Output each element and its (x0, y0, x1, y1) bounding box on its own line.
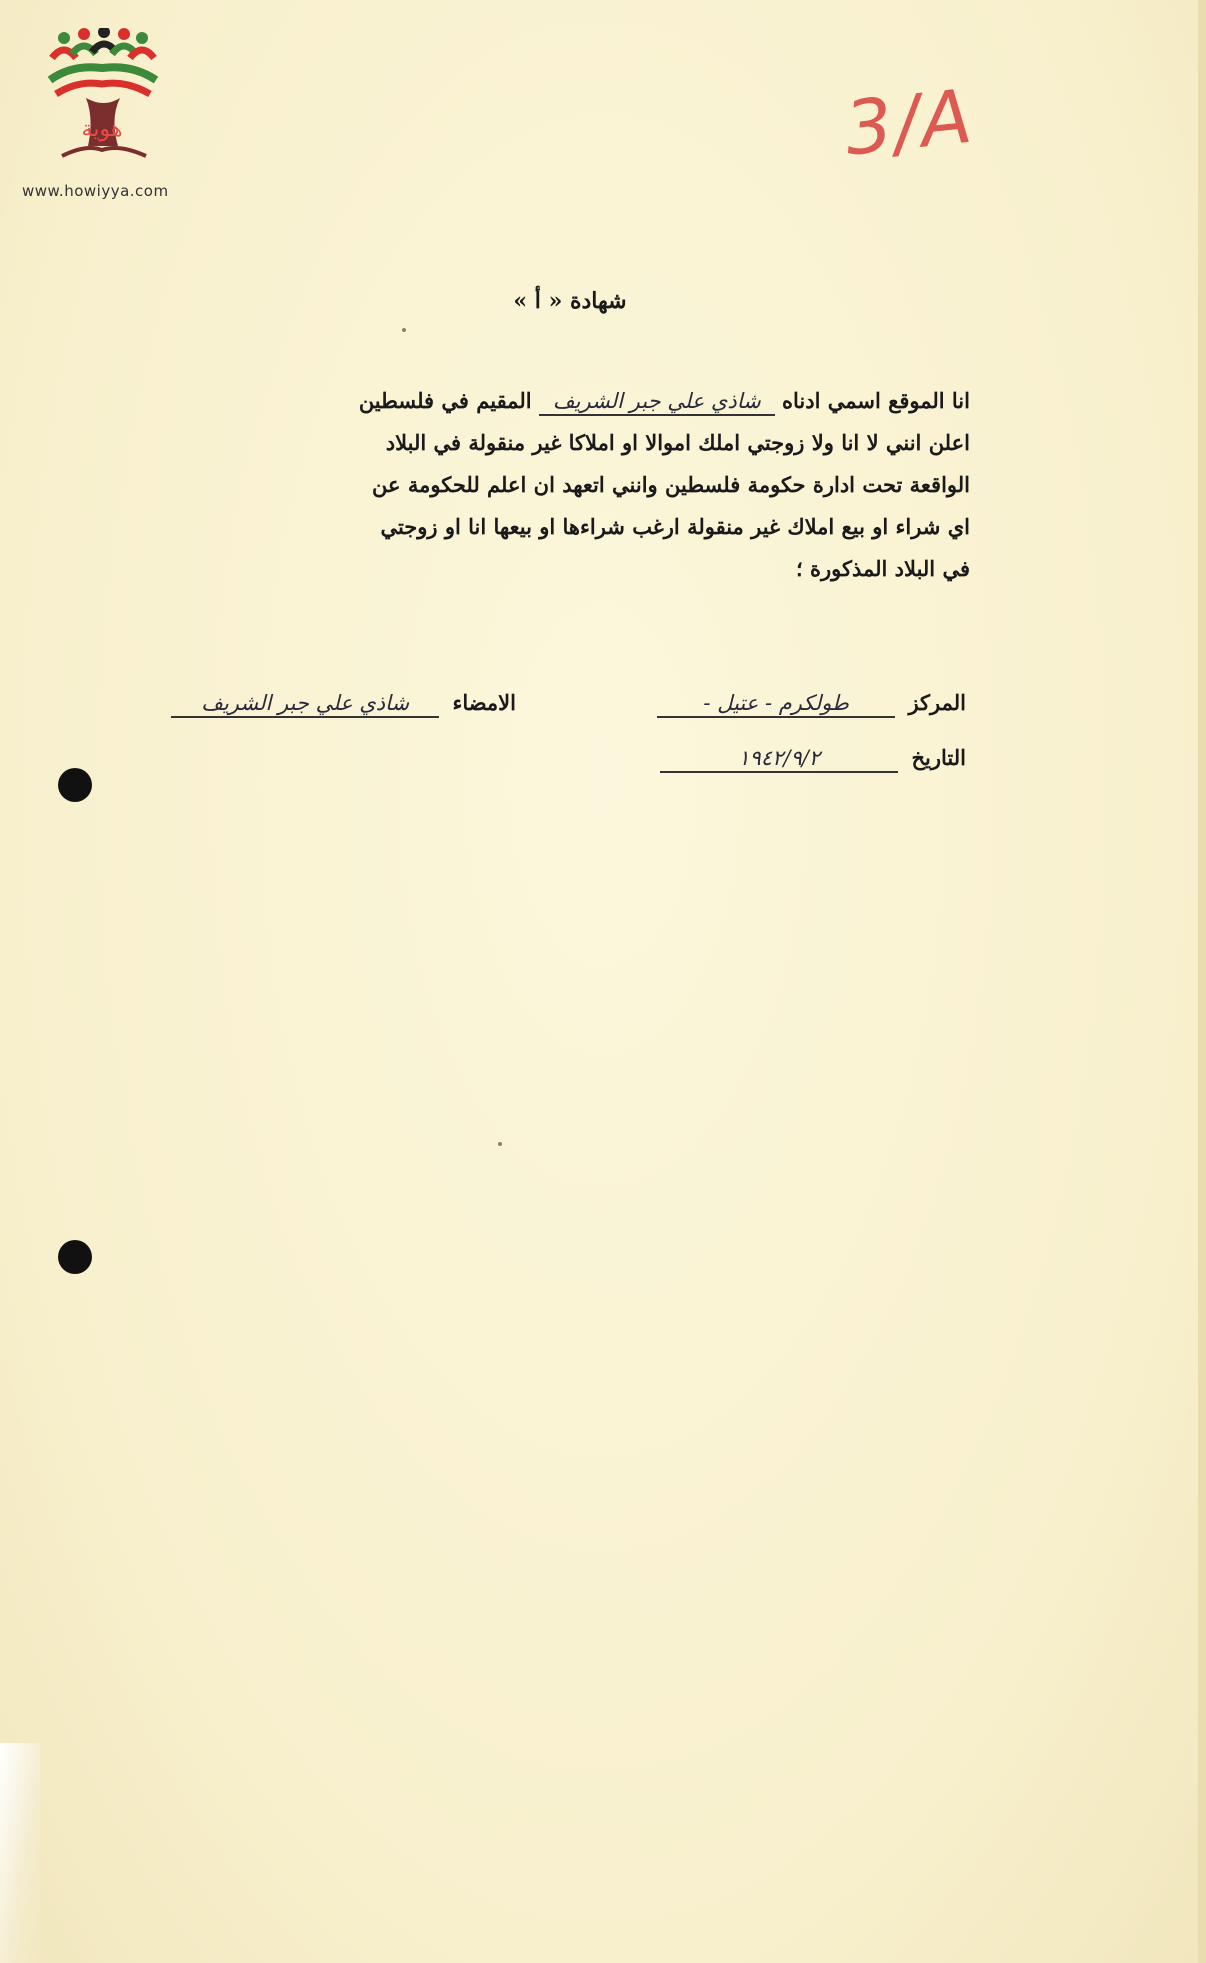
body-line-2: اعلن انني لا انا ولا زوجتي املك اموالا او املاكا غير منقولة في البلاد (385, 430, 970, 455)
howiyya-logo (22, 28, 197, 200)
body-line-1 (165, 380, 970, 422)
center-value: طولكرم - عتيل - (657, 690, 895, 718)
signature-field (171, 690, 516, 718)
body-line-3: الواقعة تحت ادارة حكومة فلسطين وانني اتعهد ان اعلم للحكومة عن (372, 472, 970, 497)
body-text-segment: انا الموقع اسمي ادناه (782, 388, 970, 413)
document-title: شهادة « أ » (513, 288, 627, 314)
archive-reference-mark: 3/A (840, 73, 978, 173)
body-text-segment: المقيم في فلسطين (358, 388, 532, 413)
torn-corner (0, 1743, 40, 1963)
body-line-4: اي شراء او بيع املاك غير منقولة ارغب شراءها او بيعها انا او زوجتي (380, 514, 970, 539)
logo-url: www.howiyya.com (22, 182, 169, 200)
document-body (165, 380, 970, 590)
paper-speck (498, 1142, 502, 1146)
tree-logo-icon (42, 28, 162, 178)
punch-hole (58, 768, 92, 802)
center-label: المركز (908, 690, 966, 715)
date-value: ١٩٤٢/٩/٢ (660, 745, 898, 773)
date-label: التاريخ (911, 745, 966, 770)
page-edge (1198, 0, 1206, 1963)
body-line-5: في البلاد المذكورة ؛ (796, 556, 970, 581)
handwritten-name: شاذي علي جبر الشريف (539, 388, 775, 416)
signature-value: شاذي علي جبر الشريف (171, 690, 439, 718)
center-field (657, 690, 966, 718)
punch-hole (58, 1240, 92, 1274)
paper-speck (402, 328, 406, 332)
signature-label: الامضاء (452, 690, 516, 715)
svg-text:هوية: هوية (81, 117, 123, 142)
date-field (660, 745, 966, 773)
